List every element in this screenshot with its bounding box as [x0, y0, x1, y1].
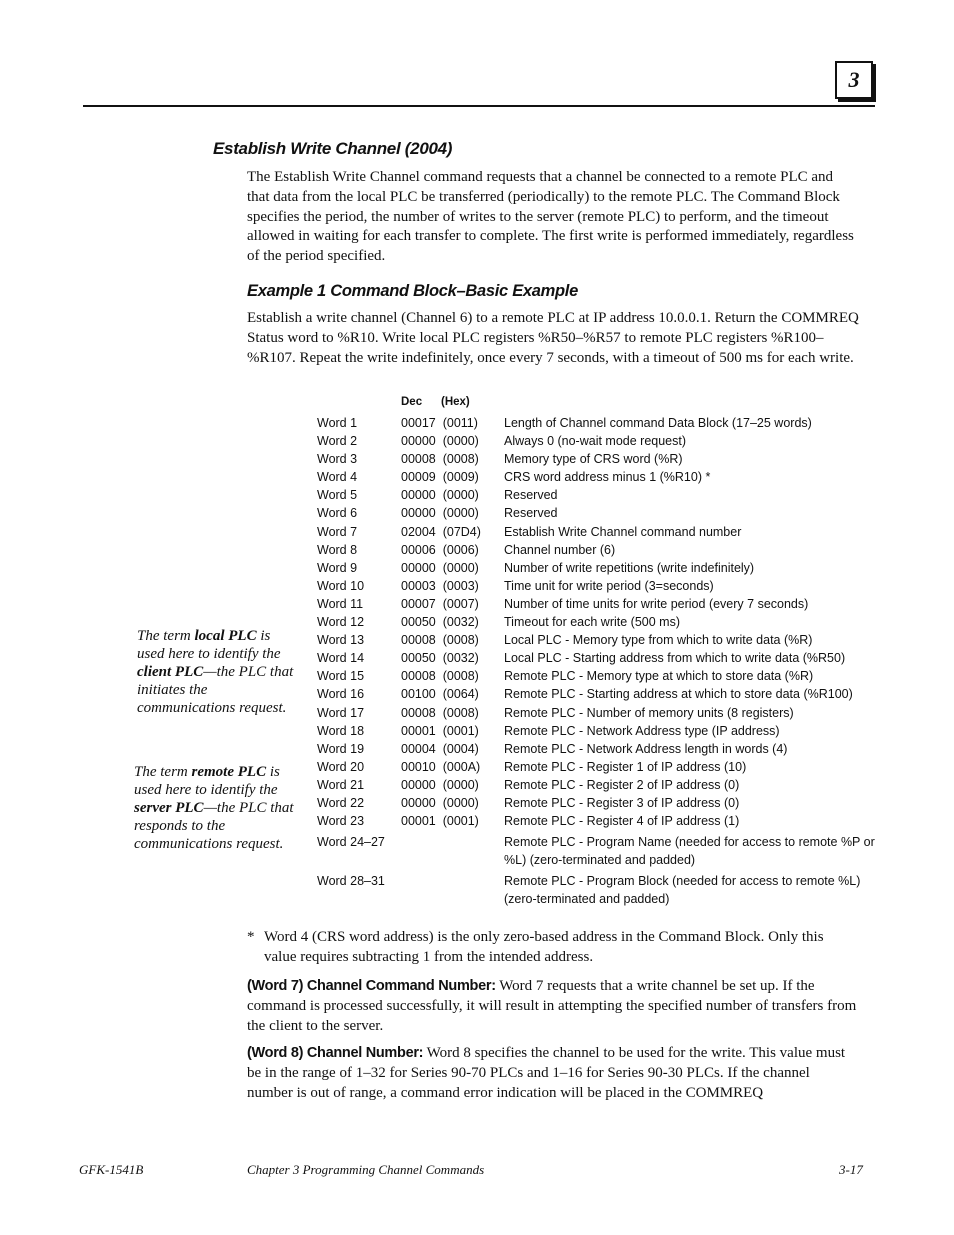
margin-note-local-plc — [137, 627, 297, 717]
word-cell: Word 1 — [317, 416, 358, 430]
dec-hex-cell — [401, 872, 504, 908]
word-cell: Word 22 — [317, 795, 365, 810]
dec-hex-cell: 02004 (07D4) — [401, 524, 481, 539]
table-row — [317, 667, 877, 685]
example-description: Establish a write channel (Channel 6) to a remote PLC at IP address 10.0.0.1. Return the COMMREQ Status word to %R10. Write local PLC registers %R50–%R57 to remote PLC registers %R100–%R107. Repeat the write indefinitely, once every 7 seconds, with a timeout of 500 ms for each write. — [247, 310, 859, 366]
word7-text: Word 7 requests that a write channel be set up. If the command is processed successfully, it will result in attempting the specified number of transfers from the client to the server. — [247, 978, 857, 1034]
table-row — [317, 649, 877, 667]
word-cell: Word 8 — [317, 542, 358, 557]
table-row — [317, 523, 877, 541]
table-row — [317, 577, 877, 595]
description-cell: Reserved — [504, 506, 558, 521]
table-row — [317, 685, 877, 703]
word-cell: Word 6 — [317, 506, 358, 521]
word-cell: Word 18 — [317, 723, 365, 738]
description-cell: Always 0 (no-wait mode request) — [504, 434, 687, 449]
dec-hex-cell: 00000 (0000) — [401, 434, 479, 449]
section-title: Establish Write Channel (2004) — [213, 139, 453, 158]
dec-hex-cell: 00000 (0000) — [401, 795, 479, 810]
word-cell: Word 14 — [317, 651, 365, 666]
word-cell: Word 3 — [317, 452, 358, 467]
dec-hex-cell: 00017 (0011) — [401, 416, 478, 430]
footer-chapter: Chapter 3 Programming Channel Commands — [247, 1162, 485, 1177]
note-remote-role: server PLC — [134, 800, 204, 816]
description-cell: Length of Channel command Data Block (17–25 words) — [504, 416, 812, 430]
dec-hex-cell: 00008 (0008) — [401, 705, 479, 720]
dec-hex-cell: 00003 (0003) — [401, 578, 479, 593]
footnote-marker: * — [247, 929, 255, 945]
word-cell: Word 16 — [317, 687, 365, 702]
word-cell: Word 12 — [317, 615, 365, 630]
dec-hex-cell: 00008 (0008) — [401, 633, 479, 648]
dec-hex-cell: 00004 (0004) — [401, 741, 479, 756]
chapter-number: 3 — [848, 67, 860, 92]
description-cell: Remote PLC - Register 4 of IP address (1) — [504, 814, 740, 829]
word-cell: Word 5 — [317, 488, 358, 503]
dec-hex-cell: 00008 (0008) — [401, 669, 479, 684]
table-row — [317, 595, 877, 613]
word8-paragraph — [247, 1044, 859, 1103]
description-cell: Number of time units for write period (every 7 seconds) — [504, 596, 809, 611]
dec-hex-cell: 00050 (0032) — [401, 651, 479, 666]
table-row — [317, 504, 877, 522]
note-local-role: client PLC — [137, 664, 204, 680]
word-cell: Word 23 — [317, 814, 365, 829]
column-header-dec: Dec — [401, 396, 423, 408]
word-cell: Word 13 — [317, 633, 365, 648]
footer-page-number: 3-17 — [839, 1162, 863, 1177]
table-row — [317, 740, 877, 758]
table-row — [317, 872, 877, 908]
footnote — [247, 928, 859, 968]
dec-hex-cell: 00001 (0001) — [401, 723, 479, 738]
note-local-pre: The term — [137, 628, 195, 644]
description-cell: Remote PLC - Starting address at which to store data (%R100) — [504, 687, 853, 702]
description-cell: Remote PLC - Memory type at which to store data (%R) — [504, 669, 814, 684]
dec-hex-cell: 00008 (0008) — [401, 452, 479, 467]
command-block-table — [317, 414, 877, 909]
word7-paragraph — [247, 977, 859, 1036]
description-cell: Remote PLC - Network Address type (IP address) — [504, 723, 780, 738]
dec-hex-cell — [401, 833, 504, 869]
word-cell: Word 7 — [317, 524, 358, 539]
description-cell: Remote PLC - Program Name (needed for access to remote %P or %L) (zero-terminated and padded) — [504, 835, 875, 868]
dec-hex-cell: 00010 (000A) — [401, 759, 481, 774]
dec-hex-cell: 00100 (0064) — [401, 687, 479, 702]
word-cell: Word 9 — [317, 560, 358, 575]
dec-hex-cell: 00000 (0000) — [401, 488, 479, 503]
table-row — [317, 468, 877, 486]
word-cell: Word 19 — [317, 741, 365, 756]
table-row — [317, 758, 877, 776]
table-row — [317, 414, 877, 432]
word-cell: Word 21 — [317, 777, 365, 792]
description-cell: Remote PLC - Register 3 of IP address (0) — [504, 795, 740, 810]
note-remote-pre: The term — [134, 764, 192, 780]
dec-hex-cell: 00000 (0000) — [401, 777, 479, 792]
word-cell: Word 28–31 — [317, 874, 385, 889]
table-row — [317, 794, 877, 812]
description-cell: Remote PLC - Register 2 of IP address (0) — [504, 777, 740, 792]
table-row — [317, 776, 877, 794]
note-local-post: —the PLC that initiates the communications request. — [137, 664, 294, 716]
dec-hex-cell: 00009 (0009) — [401, 470, 479, 485]
word-cell: Word 17 — [317, 705, 365, 720]
description-cell: Reserved — [504, 488, 558, 503]
word8-text: Word 8 specifies the channel to be used for the write. This value must be in the range of 1–32 for Series 90-70 PLCs and 1–16 for Series 90-30 PLCs. If the channel number is out of range, a command error indication will be placed in the COMMREQ — [247, 1045, 846, 1101]
section-intro: The Establish Write Channel command requests that a channel be connected to a remote PLC and that data from the local PLC be transferred (periodically) to the remote PLC. The Command Block specifies the period, the number of writes to the server (remote PLC) to perform, and the timeout allowed in waiting for each transfer to complete. The first write is performed immediately, regardless of the period specified. — [247, 169, 854, 265]
word-cell: Word 15 — [317, 669, 365, 684]
footnote-text: Word 4 (CRS word address) is the only zero-based address in the Command Block. Only this value requires subtracting 1 from the intended address. — [264, 929, 824, 965]
word-cell: Word 4 — [317, 470, 358, 485]
example-title: Example 1 Command Block–Basic Example — [247, 282, 578, 300]
description-cell: Number of write repetitions (write indefinitely) — [504, 560, 755, 575]
dec-hex-cell: 00050 (0032) — [401, 615, 479, 630]
dec-hex-cell: 00000 (0000) — [401, 560, 479, 575]
description-cell: Time unit for write period (3=seconds) — [504, 578, 714, 593]
table-row — [317, 486, 877, 504]
word-cell: Word 24–27 — [317, 835, 385, 850]
word8-label: (Word 8) Channel Number: — [247, 1045, 424, 1061]
footer-doc-id: GFK-1541B — [79, 1162, 144, 1177]
table-row — [317, 722, 877, 740]
note-remote-post: —the PLC that responds to the communications request. — [134, 800, 294, 852]
note-local-term: local PLC — [194, 628, 257, 644]
column-header-hex: (Hex) — [441, 396, 470, 408]
note-remote-mid: is used here to identify the — [134, 764, 280, 798]
table-row — [317, 432, 877, 450]
dec-hex-cell: 00000 (0000) — [401, 506, 479, 521]
table-row — [317, 450, 877, 468]
table-row — [317, 833, 877, 869]
description-cell: Timeout for each write (500 ms) — [504, 615, 680, 630]
description-cell: CRS word address minus 1 (%R10) * — [504, 470, 711, 485]
word-cell: Word 2 — [317, 434, 358, 449]
table-row — [317, 541, 877, 559]
note-local-mid: is used here to identify the — [137, 628, 281, 662]
description-cell: Remote PLC - Network Address length in words (4) — [504, 741, 788, 756]
description-cell: Remote PLC - Number of memory units (8 registers) — [504, 705, 794, 720]
word-cell: Word 10 — [317, 578, 365, 593]
table-row — [317, 704, 877, 722]
dec-hex-cell: 00006 (0006) — [401, 542, 479, 557]
word-cell: Word 20 — [317, 759, 365, 774]
dec-hex-cell: 00001 (0001) — [401, 814, 479, 829]
description-cell: Memory type of CRS word (%R) — [504, 452, 683, 467]
description-cell: Local PLC - Starting address from which to write data (%R50) — [504, 651, 846, 666]
table-row — [317, 631, 877, 649]
description-cell: Local PLC - Memory type from which to write data (%R) — [504, 633, 813, 648]
word7-label: (Word 7) Channel Command Number: — [247, 978, 496, 994]
description-cell: Channel number (6) — [504, 542, 616, 557]
note-remote-term: remote PLC — [191, 764, 267, 780]
table-row — [317, 613, 877, 631]
table-row — [317, 812, 877, 830]
table-row — [317, 559, 877, 577]
margin-note-remote-plc — [134, 763, 294, 853]
description-cell: Establish Write Channel command number — [504, 524, 742, 539]
header-rule — [83, 105, 875, 107]
word-cell: Word 11 — [317, 596, 364, 611]
chapter-number-box — [835, 61, 873, 99]
dec-hex-cell: 00007 (0007) — [401, 596, 479, 611]
description-cell: Remote PLC - Register 1 of IP address (10) — [504, 759, 747, 774]
description-cell: Remote PLC - Program Block (needed for access to remote %L) (zero-terminated and padded) — [504, 874, 861, 907]
